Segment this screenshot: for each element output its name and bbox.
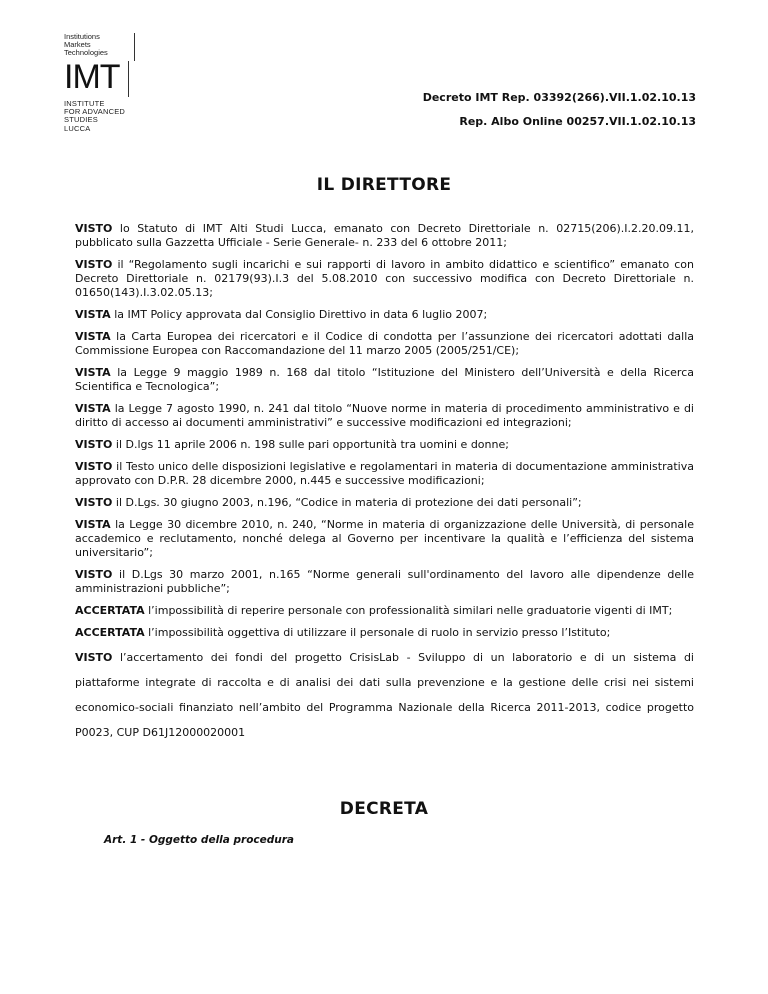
article-heading: Art. 1 - Oggetto della procedura [104, 834, 295, 846]
recital-paragraph [75, 604, 694, 618]
recital-paragraph [75, 438, 694, 452]
imt-logo [64, 33, 154, 133]
recital-text: il D.Lgs 30 marzo 2001, n.165 “Norme generali sull'ordinamento del lavoro alle dipendenze delle amministrazioni pubbliche”; [75, 568, 694, 595]
recital-paragraph [75, 308, 694, 322]
logo-line: Markets [64, 40, 91, 50]
recital-paragraph [75, 258, 694, 300]
recital-keyword: VISTA [75, 518, 111, 531]
recital-paragraph [75, 366, 694, 394]
logo-top-text [64, 33, 135, 61]
recital-keyword: VISTA [75, 308, 111, 321]
logo-line: Institutions [64, 32, 100, 41]
recital-keyword: VISTA [75, 366, 111, 379]
decree-number: Decreto IMT Rep. 03392(266).VII.1.02.10.13 [422, 91, 696, 104]
decreta-heading: DECRETA [339, 799, 429, 819]
recital-keyword: VISTO [75, 651, 113, 664]
recital-text: il Testo unico delle disposizioni legislative e regolamentari in materia di documentazione amministrativa approvato con D.P.R. 28 dicembre 2000, n.445 e successive modificazioni; [75, 460, 694, 487]
document-title: IL DIRETTORE [316, 175, 452, 195]
recital-text: l’impossibilità oggettiva di utilizzare il personale di ruolo in servizio presso l’Istituto; [144, 626, 611, 639]
recital-paragraph [75, 626, 694, 640]
logo-line: Technologies [64, 48, 108, 58]
recital-text: la Legge 7 agosto 1990, n. 241 dal titolo “Nuove norme in materia di procedimento amministrativo e di diritto di accesso ai documenti amministrativi” e successive modificazioni ed integrazioni; [75, 402, 694, 429]
recital-paragraph [75, 496, 694, 510]
logo-line: STUDIES [64, 115, 98, 125]
decree-references [423, 86, 696, 134]
recital-paragraph [75, 645, 694, 745]
recital-text: la Legge 30 dicembre 2010, n. 240, “Norme in materia di organizzazione delle Università, di personale accademico e reclutamento, nonché delega al Governo per incentivare la qualità e l’efficienza del sistema universitario”; [75, 518, 694, 559]
recital-keyword: VISTA [75, 402, 111, 415]
recital-keyword: VISTO [75, 568, 113, 581]
recital-text: il D.Lgs. 30 giugno 2003, n.196, “Codice in materia di protezione dei dati personali”; [112, 496, 582, 509]
document-body [75, 222, 694, 753]
recital-text: l’accertamento dei fondi del progetto CrisisLab - Sviluppo di un laboratorio e di un sistema di piattaforme integrate di raccolta e di analisi dei dati sulla prevenzione e la gestione delle crisi nei sistemi economico-sociali finanziato nell’ambito del Programma Nazionale della Ricerca 2011-2013, codice progetto P0023, CUP D61J12000020001 [75, 651, 694, 739]
recital-paragraph [75, 330, 694, 358]
logo-bottom-text [64, 100, 154, 134]
recital-text: l’impossibilità di reperire personale con professionalità similari nelle graduatorie vigenti di IMT; [144, 604, 673, 617]
recital-keyword: VISTO [75, 460, 113, 473]
recital-text: la Legge 9 maggio 1989 n. 168 dal titolo “Istituzione del Ministero dell’Università e della Ricerca Scientifica e Tecnologica”; [75, 366, 694, 393]
albo-number: Rep. Albo Online 00257.VII.1.02.10.13 [459, 115, 696, 128]
recital-text: il “Regolamento sugli incarichi e sui rapporti di lavoro in ambito didattico e scientifico” emanato con Decreto Direttoriale n. 02179(93).I.3 del 5.08.2010 con successivo modifica con Decreto Direttoriale n. 01650(143).I.3.02.05.13; [75, 258, 694, 299]
recital-text: la Carta Europea dei ricercatori e il Codice di condotta per l’assunzione dei ricercatori adottati dalla Commissione Europea con Raccomandazione del 11 marzo 2005 (2005/251/CE); [75, 330, 694, 357]
recital-keyword: ACCERTATA [75, 604, 145, 617]
recital-keyword: VISTO [75, 258, 113, 271]
recital-keyword: VISTA [75, 330, 111, 343]
recital-paragraph [75, 402, 694, 430]
recital-keyword: VISTO [75, 496, 113, 509]
recital-text: lo Statuto di IMT Alti Studi Lucca, emanato con Decreto Direttoriale n. 02715(206).I.2.20.09.11, pubblicato sulla Gazzetta Ufficiale - Serie Generale- n. 233 del 6 ottobre 2011; [75, 222, 694, 249]
logo-mark: IMT [64, 61, 129, 97]
recital-keyword: VISTO [75, 222, 113, 235]
recital-paragraph [75, 518, 694, 560]
recital-keyword: ACCERTATA [75, 626, 145, 639]
recital-keyword: VISTO [75, 438, 113, 451]
logo-line: FOR ADVANCED [64, 107, 126, 117]
recital-paragraph [75, 568, 694, 596]
recital-paragraph [75, 460, 694, 488]
logo-line: INSTITUTE [64, 98, 105, 108]
logo-line: LUCCA [64, 123, 91, 133]
recital-text: il D.lgs 11 aprile 2006 n. 198 sulle pari opportunità tra uomini e donne; [112, 438, 509, 451]
recital-text: la IMT Policy approvata dal Consiglio Direttivo in data 6 luglio 2007; [110, 308, 488, 321]
recital-paragraph [75, 222, 694, 250]
